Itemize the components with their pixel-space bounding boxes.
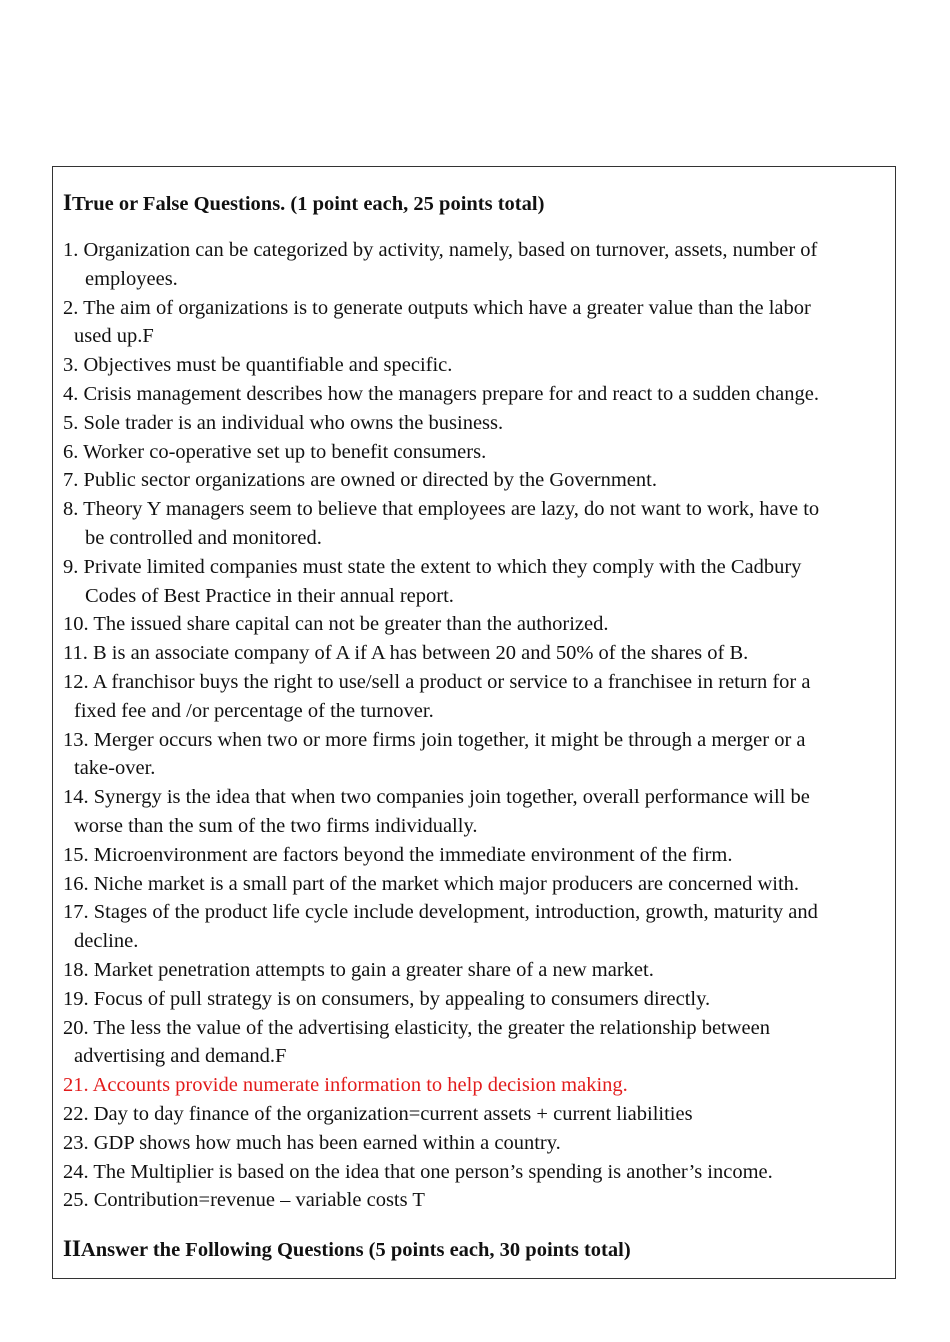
question-item-4: [63, 380, 889, 409]
question-line: 24. The Multiplier is based on the idea that one person’s spending is another’s income.: [63, 1160, 773, 1183]
question-line: 3. Objectives must be quantifiable and specific.: [63, 354, 453, 377]
true-false-question-list: [63, 236, 889, 1215]
question-item-22: [63, 1100, 889, 1129]
question-item-8: [63, 495, 889, 553]
question-line: 14. Synergy is the idea that when two companies join together, overall performance will be: [63, 786, 810, 809]
question-item-18: [63, 956, 889, 985]
question-item-25: [63, 1186, 889, 1215]
question-item-21: [63, 1071, 889, 1100]
question-item-6: [63, 438, 889, 467]
question-item-5: [63, 409, 889, 438]
question-line-continued: worse than the sum of the two firms individually.: [74, 814, 478, 837]
question-item-24: [63, 1158, 889, 1187]
question-line-continued: Codes of Best Practice in their annual report.: [85, 584, 454, 607]
section-2-numeral: II: [63, 1236, 81, 1261]
question-line: 20. The less the value of the advertising elasticity, the greater the relationship between: [63, 1016, 771, 1039]
question-line: 18. Market penetration attempts to gain a greater share of a new market.: [63, 958, 654, 981]
question-line: 10. The issued share capital can not be greater than the authorized.: [63, 613, 609, 636]
question-line-continued: used up.F: [74, 325, 154, 348]
question-line-continued: employees.: [85, 267, 178, 290]
question-line-continued: be controlled and monitored.: [85, 526, 322, 549]
question-item-9: [63, 553, 889, 611]
question-line: 7. Public sector organizations are owned or directed by the Government.: [63, 469, 657, 492]
question-line: 2. The aim of organizations is to generate outputs which have a greater value than the labor: [63, 296, 811, 319]
question-line: 1. Organization can be categorized by activity, namely, based on turnover, assets, number of: [63, 239, 818, 261]
question-item-16: [63, 870, 889, 899]
exam-content-box: [52, 166, 896, 1279]
question-item-11: [63, 639, 889, 668]
question-item-2: [63, 294, 889, 352]
question-item-17: [63, 898, 889, 956]
section-2-heading: [63, 1237, 631, 1262]
question-item-12: [63, 668, 889, 726]
question-item-20: [63, 1014, 889, 1072]
question-item-15: [63, 841, 889, 870]
question-item-19: [63, 985, 889, 1014]
question-item-7: [63, 466, 889, 495]
section-1-title: True or False Questions. (1 point each, 25 points total): [71, 193, 545, 215]
question-line: 23. GDP shows how much has been earned within a country.: [63, 1131, 561, 1154]
question-item-1: [63, 236, 889, 294]
section-1-heading: [63, 191, 544, 216]
question-line: 17. Stages of the product life cycle include development, introduction, growth, maturity and: [63, 901, 818, 924]
question-line: 12. A franchisor buys the right to use/sell a product or service to a franchisee in return for a: [63, 670, 811, 693]
question-line-continued: fixed fee and /or percentage of the turnover.: [74, 699, 434, 722]
question-line: 6. Worker co-operative set up to benefit consumers.: [63, 440, 487, 463]
question-item-3: [63, 351, 889, 380]
question-item-23: [63, 1129, 889, 1158]
question-line: 9. Private limited companies must state the extent to which they comply with the Cadbury: [63, 555, 802, 578]
section-2-title: Answer the Following Questions (5 points each, 30 points total): [80, 1239, 631, 1261]
question-line: 5. Sole trader is an individual who owns the business.: [63, 411, 504, 434]
question-line: 13. Merger occurs when two or more firms join together, it might be through a merger or a: [63, 728, 806, 751]
question-line-continued: advertising and demand.F: [74, 1045, 287, 1068]
question-item-14: [63, 783, 889, 841]
question-line: 25. Contribution=revenue – variable costs T: [63, 1189, 425, 1212]
question-line: 4. Crisis management describes how the managers prepare for and react to a sudden change.: [63, 382, 819, 405]
question-line-highlighted: 21. Accounts provide numerate information to help decision making.: [63, 1074, 628, 1097]
question-line-continued: decline.: [74, 930, 139, 953]
question-item-10: [63, 610, 889, 639]
question-line: 11. B is an associate company of A if A has between 20 and 50% of the shares of B.: [63, 642, 749, 665]
question-line: 8. Theory Y managers seem to believe that employees are lazy, do not want to work, have to: [63, 498, 820, 521]
section-1-numeral: I: [63, 190, 72, 215]
question-line: 22. Day to day finance of the organization=current assets + current liabilities: [63, 1102, 693, 1125]
question-item-13: [63, 726, 889, 784]
question-line: 15. Microenvironment are factors beyond the immediate environment of the firm.: [63, 843, 733, 866]
question-line: 19. Focus of pull strategy is on consumers, by appealing to consumers directly.: [63, 987, 711, 1010]
question-line-continued: take-over.: [74, 757, 156, 780]
question-line: 16. Niche market is a small part of the market which major producers are concerned with.: [63, 872, 800, 895]
